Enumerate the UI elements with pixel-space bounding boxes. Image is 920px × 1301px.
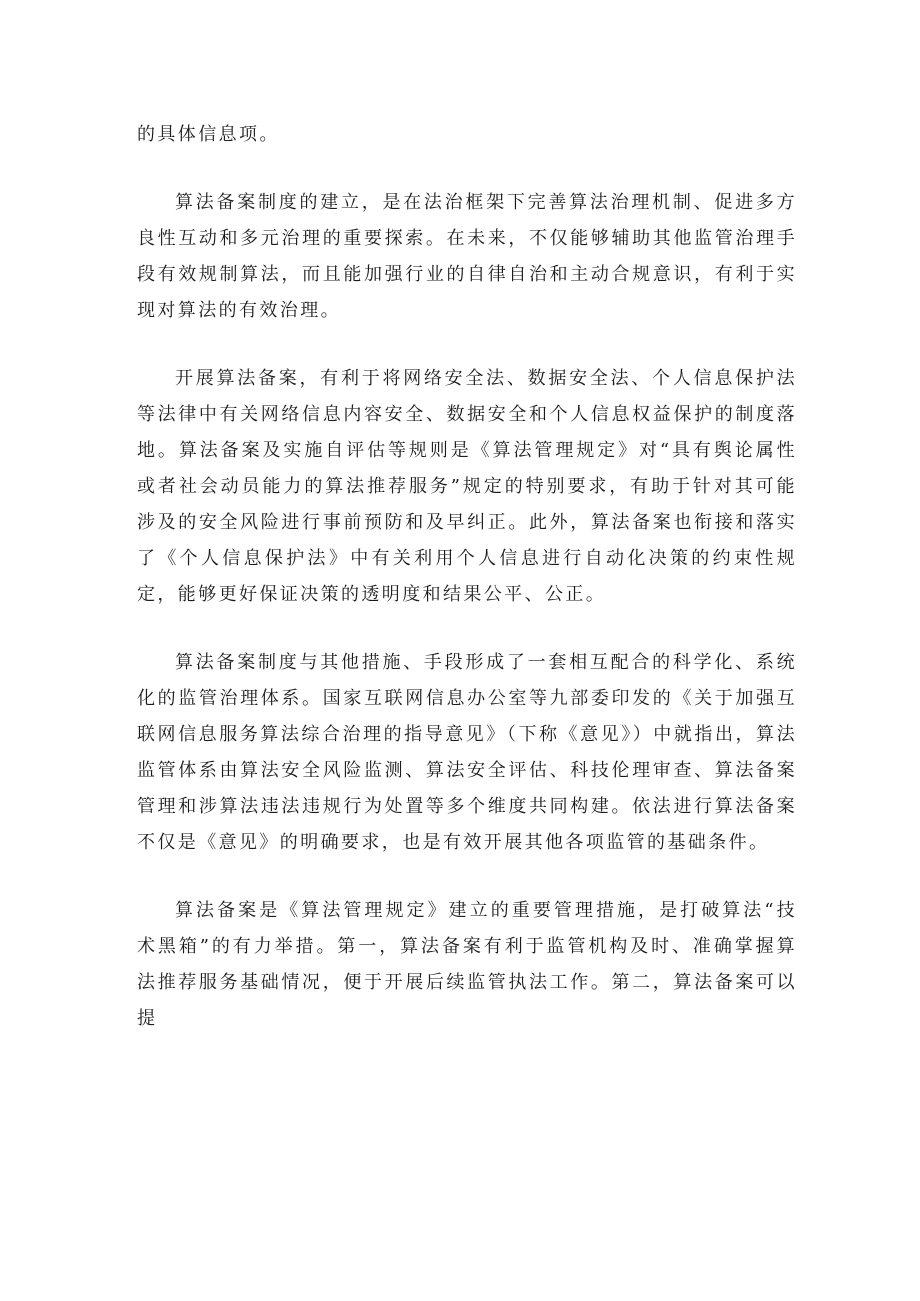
paragraph-algorithm-filing-legal-basis: 开展算法备案，有利于将网络安全法、数据安全法、个人信息保护法等法律中有关网络信息内容安全、数据安全和个人信息权益保护的制度落地。算法备案及实施自评估等规则是《算法管理规定》对“具有舆论属性或者社会动员能力的算法推荐服务”规定的特别要求，有助于针对其可能涉及的安全风险进行事前预防和及早纠正。此外，算法备案也衔接和落实了《个人信息保护法》中有关利用个人信息进行自动化决策的约束性规定，能够更好保证决策的透明度和结果公平、公正。 bbox=[137, 368, 797, 605]
paragraph-management-measures: 算法备案是《算法管理规定》建立的重要管理措施，是打破算法“技术黑箱”的有力举措。第一，算法备案有利于监管机构及时、准确掌握算法推荐服务基础情况，便于开展后续监管执法工作。第二，算法备案可以提 bbox=[137, 900, 797, 1029]
paragraph-continuation: 的具体信息项。 bbox=[137, 124, 280, 145]
paragraph-supervision-system: 算法备案制度与其他措施、手段形成了一套相互配合的科学化、系统化的监管治理体系。国家互联网信息办公室等九部委印发的《关于加强互联网信息服务算法综合治理的指导意见》（下称《意见》）中就指出，算法监管体系由算法安全风险监测、算法安全评估、科技伦理审查、算法备案管理和涉算法违法违规行为处置等多个维度共同构建。依法进行算法备案不仅是《意见》的明确要求，也是有效开展其他各项监管的基础条件。 bbox=[137, 652, 797, 853]
document-body bbox=[137, 117, 797, 1069]
paragraph-algorithm-filing-establishment: 算法备案制度的建立，是在法治框架下完善算法治理机制、促进多方良性互动和多元治理的重要探索。在未来，不仅能够辅助其他监管治理手段有效规制算法，而且能加强行业的自律自治和主动合规意识，有利于实现对算法的有效治理。 bbox=[137, 192, 797, 321]
